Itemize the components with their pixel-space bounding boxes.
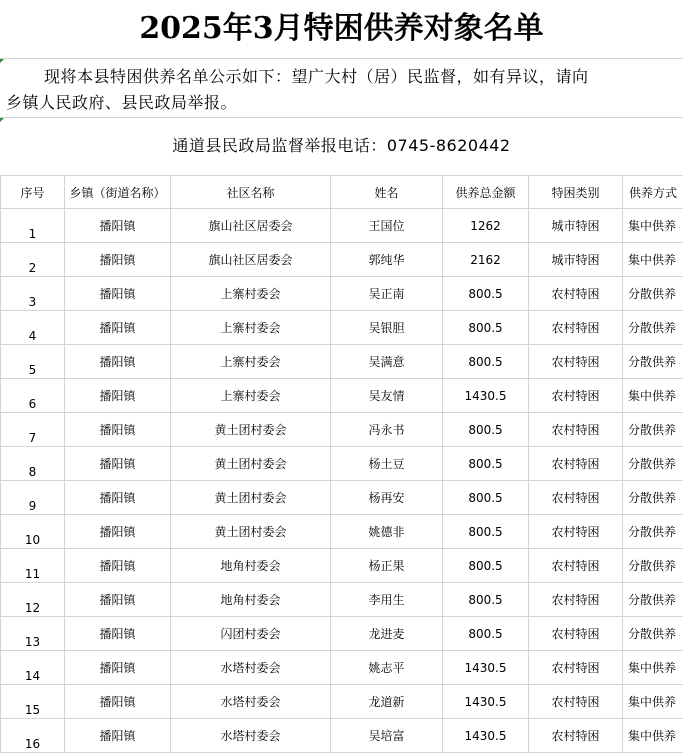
cell-name[interactable]: 杨正果: [331, 549, 443, 583]
cell-name[interactable]: 吴正南: [331, 277, 443, 311]
cell-name[interactable]: 龙道新: [331, 685, 443, 719]
cell-amount[interactable]: 800.5: [443, 583, 529, 617]
recipients-table: [0, 175, 683, 753]
cell-seq[interactable]: 4: [1, 311, 65, 345]
table-row: [1, 549, 683, 583]
cell-name[interactable]: 吴友情: [331, 379, 443, 413]
cell-community[interactable]: 旗山社区居委会: [171, 209, 331, 243]
cell-community[interactable]: 黄土团村委会: [171, 515, 331, 549]
cell-category[interactable]: 农村特困: [529, 651, 623, 685]
table-row: [1, 685, 683, 719]
cell-mode[interactable]: 集中供养: [623, 379, 683, 413]
cell-seq[interactable]: 2: [1, 243, 65, 277]
cell-mode[interactable]: 集中供养: [623, 685, 683, 719]
cell-seq[interactable]: 5: [1, 345, 65, 379]
cell-name[interactable]: 杨再安: [331, 481, 443, 515]
table-row: [1, 379, 683, 413]
notice-line-2: 乡镇人民政府、县民政局举报。: [6, 93, 237, 112]
cell-seq[interactable]: 8: [1, 447, 65, 481]
cell-seq[interactable]: 9: [1, 481, 65, 515]
cell-community[interactable]: 黄土团村委会: [171, 447, 331, 481]
row-divider: [0, 117, 683, 118]
cell-mode[interactable]: 分散供养: [623, 617, 683, 651]
header-township[interactable]: 乡镇（街道名称）: [65, 176, 171, 209]
cell-category[interactable]: 农村特困: [529, 481, 623, 515]
cell-amount[interactable]: 1430.5: [443, 651, 529, 685]
table-row: [1, 345, 683, 379]
header-amount[interactable]: 供养总金额: [443, 176, 529, 209]
cell-mode[interactable]: 分散供养: [623, 277, 683, 311]
cell-name[interactable]: 姚志平: [331, 651, 443, 685]
cell-seq[interactable]: 11: [1, 549, 65, 583]
cell-community[interactable]: 上寨村委会: [171, 277, 331, 311]
cell-amount[interactable]: 1262: [443, 209, 529, 243]
cell-amount[interactable]: 800.5: [443, 447, 529, 481]
table-row: [1, 481, 683, 515]
cell-seq[interactable]: 16: [1, 719, 65, 753]
cell-amount[interactable]: 800.5: [443, 617, 529, 651]
cell-township[interactable]: 播阳镇: [65, 447, 171, 481]
cell-mode[interactable]: 分散供养: [623, 447, 683, 481]
cell-name[interactable]: 王国位: [331, 209, 443, 243]
header-mode[interactable]: 供养方式: [623, 176, 683, 209]
cell-mode[interactable]: 分散供养: [623, 515, 683, 549]
cell-seq[interactable]: 13: [1, 617, 65, 651]
cell-amount[interactable]: 800.5: [443, 515, 529, 549]
cell-mode[interactable]: 集中供养: [623, 243, 683, 277]
cell-name[interactable]: 冯永书: [331, 413, 443, 447]
cell-community[interactable]: 水塔村委会: [171, 685, 331, 719]
cell-category[interactable]: 农村特困: [529, 413, 623, 447]
cell-seq[interactable]: 7: [1, 413, 65, 447]
cell-township[interactable]: 播阳镇: [65, 379, 171, 413]
cell-seq[interactable]: 1: [1, 209, 65, 243]
cell-category[interactable]: 城市特困: [529, 209, 623, 243]
cell-amount[interactable]: 2162: [443, 243, 529, 277]
cell-community[interactable]: 地角村委会: [171, 549, 331, 583]
cell-mode[interactable]: 分散供养: [623, 345, 683, 379]
cell-mode[interactable]: 集中供养: [623, 209, 683, 243]
table-row: [1, 243, 683, 277]
document-title[interactable]: 2025年3月特困供养对象名单: [0, 0, 683, 58]
notice-line-1: 现将本县特困供养名单公示如下：望广大村（居）民监督，如有异议，请向: [44, 67, 589, 86]
cell-mode[interactable]: 分散供养: [623, 549, 683, 583]
cell-name[interactable]: 吴培富: [331, 719, 443, 753]
cell-name[interactable]: 杨土豆: [331, 447, 443, 481]
cell-amount[interactable]: 1430.5: [443, 685, 529, 719]
cell-amount[interactable]: 800.5: [443, 345, 529, 379]
cell-name[interactable]: 姚德非: [331, 515, 443, 549]
cell-category[interactable]: 城市特困: [529, 243, 623, 277]
cell-name[interactable]: 龙进麦: [331, 617, 443, 651]
table-row: [1, 413, 683, 447]
header-name[interactable]: 姓名: [331, 176, 443, 209]
cell-name[interactable]: 郭纯华: [331, 243, 443, 277]
cell-amount[interactable]: 800.5: [443, 481, 529, 515]
cell-community[interactable]: 水塔村委会: [171, 651, 331, 685]
cell-township[interactable]: 播阳镇: [65, 549, 171, 583]
cell-community[interactable]: 黄土团村委会: [171, 481, 331, 515]
cell-mode[interactable]: 分散供养: [623, 311, 683, 345]
cell-township[interactable]: 播阳镇: [65, 481, 171, 515]
hotline-text[interactable]: 通道县民政局监督举报电话：0745-8620442: [0, 133, 683, 156]
cell-mode[interactable]: 集中供养: [623, 719, 683, 753]
cell-township[interactable]: 播阳镇: [65, 719, 171, 753]
cell-amount[interactable]: 800.5: [443, 277, 529, 311]
cell-township[interactable]: 播阳镇: [65, 515, 171, 549]
cell-community[interactable]: 闪团村委会: [171, 617, 331, 651]
header-community[interactable]: 社区名称: [171, 176, 331, 209]
table-row: [1, 311, 683, 345]
table-row: [1, 617, 683, 651]
cell-amount[interactable]: 800.5: [443, 549, 529, 583]
cell-category[interactable]: 农村特困: [529, 277, 623, 311]
cell-community[interactable]: 地角村委会: [171, 583, 331, 617]
notice-paragraph[interactable]: [6, 64, 678, 116]
table-row: [1, 583, 683, 617]
cell-name[interactable]: 吴满意: [331, 345, 443, 379]
table-row: [1, 651, 683, 685]
cell-township[interactable]: 播阳镇: [65, 209, 171, 243]
cell-township[interactable]: 播阳镇: [65, 583, 171, 617]
cell-category[interactable]: 农村特困: [529, 583, 623, 617]
cell-township[interactable]: 播阳镇: [65, 345, 171, 379]
header-seq[interactable]: 序号: [1, 176, 65, 209]
cell-community[interactable]: 水塔村委会: [171, 719, 331, 753]
cell-mode[interactable]: 分散供养: [623, 583, 683, 617]
cell-category[interactable]: 农村特困: [529, 515, 623, 549]
cell-category[interactable]: 农村特困: [529, 447, 623, 481]
cell-mode[interactable]: 分散供养: [623, 481, 683, 515]
cell-mode[interactable]: 分散供养: [623, 413, 683, 447]
table-header-row: [1, 176, 683, 209]
cell-category[interactable]: 农村特困: [529, 379, 623, 413]
cell-amount[interactable]: 1430.5: [443, 719, 529, 753]
table-row: [1, 447, 683, 481]
cell-amount[interactable]: 1430.5: [443, 379, 529, 413]
cell-township[interactable]: 播阳镇: [65, 311, 171, 345]
cell-category[interactable]: 农村特困: [529, 719, 623, 753]
cell-community[interactable]: 旗山社区居委会: [171, 243, 331, 277]
cell-township[interactable]: 播阳镇: [65, 277, 171, 311]
cell-township[interactable]: 播阳镇: [65, 243, 171, 277]
cell-township[interactable]: 播阳镇: [65, 651, 171, 685]
cell-seq[interactable]: 6: [1, 379, 65, 413]
cell-community[interactable]: 上寨村委会: [171, 379, 331, 413]
cell-name[interactable]: 李用生: [331, 583, 443, 617]
cell-township[interactable]: 播阳镇: [65, 413, 171, 447]
table-row: [1, 209, 683, 243]
header-category[interactable]: 特困类别: [529, 176, 623, 209]
cell-category[interactable]: 农村特困: [529, 685, 623, 719]
cell-township[interactable]: 播阳镇: [65, 685, 171, 719]
cell-community[interactable]: 黄土团村委会: [171, 413, 331, 447]
table-row: [1, 277, 683, 311]
cell-amount[interactable]: 800.5: [443, 413, 529, 447]
cell-category[interactable]: 农村特困: [529, 549, 623, 583]
table-row: [1, 515, 683, 549]
cell-community[interactable]: 上寨村委会: [171, 345, 331, 379]
cell-community[interactable]: 上寨村委会: [171, 311, 331, 345]
cell-category[interactable]: 农村特困: [529, 311, 623, 345]
cell-category[interactable]: 农村特困: [529, 345, 623, 379]
cell-seq[interactable]: 15: [1, 685, 65, 719]
cell-mode[interactable]: 集中供养: [623, 651, 683, 685]
cell-seq[interactable]: 12: [1, 583, 65, 617]
cell-seq[interactable]: 10: [1, 515, 65, 549]
cell-category[interactable]: 农村特困: [529, 617, 623, 651]
cell-township[interactable]: 播阳镇: [65, 617, 171, 651]
table-body: [1, 209, 683, 753]
row-divider: [0, 58, 683, 59]
cell-name[interactable]: 吴银胆: [331, 311, 443, 345]
cell-seq[interactable]: 3: [1, 277, 65, 311]
cell-seq[interactable]: 14: [1, 651, 65, 685]
cell-amount[interactable]: 800.5: [443, 311, 529, 345]
